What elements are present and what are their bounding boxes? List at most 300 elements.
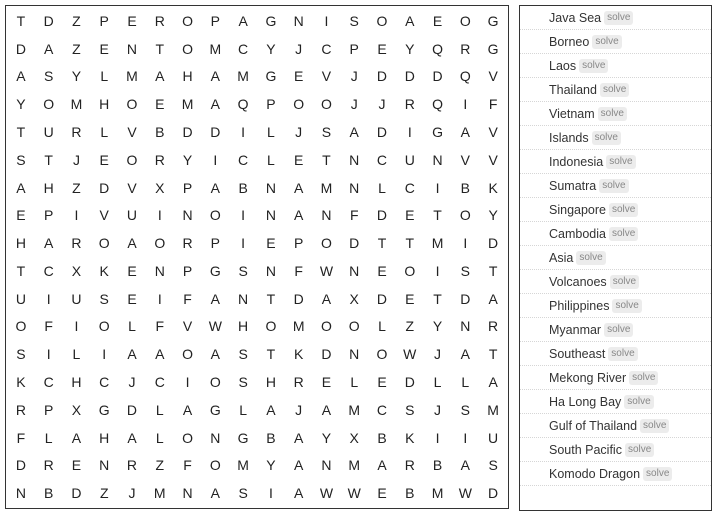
- grid-cell[interactable]: V: [99, 207, 109, 224]
- grid-cell[interactable]: M: [348, 401, 361, 418]
- grid-cell[interactable]: L: [350, 373, 359, 390]
- grid-cell[interactable]: D: [376, 68, 388, 85]
- grid-cell[interactable]: A: [127, 429, 137, 446]
- grid-cell[interactable]: N: [349, 151, 360, 168]
- grid-cell[interactable]: L: [72, 346, 81, 363]
- grid-cell[interactable]: K: [488, 179, 498, 196]
- grid-cell[interactable]: C: [376, 401, 388, 418]
- grid-cell[interactable]: A: [321, 401, 332, 418]
- solve-button[interactable]: solve: [576, 251, 605, 265]
- grid-cell[interactable]: H: [43, 179, 54, 196]
- grid-cell[interactable]: D: [15, 40, 26, 57]
- grid-cell[interactable]: I: [435, 429, 440, 446]
- grid-cell[interactable]: O: [348, 318, 360, 335]
- grid-cell[interactable]: Q: [237, 96, 249, 113]
- grid-cell[interactable]: A: [238, 12, 248, 29]
- grid-cell[interactable]: B: [266, 429, 276, 446]
- grid-cell[interactable]: O: [209, 373, 221, 390]
- solve-button[interactable]: solve: [629, 371, 658, 385]
- grid-cell[interactable]: M: [431, 485, 444, 502]
- grid-cell[interactable]: E: [377, 40, 387, 57]
- grid-cell[interactable]: U: [404, 151, 415, 168]
- grid-cell[interactable]: M: [209, 40, 222, 57]
- grid-cell[interactable]: Z: [155, 457, 165, 474]
- grid-cell[interactable]: S: [321, 123, 332, 140]
- grid-cell[interactable]: N: [99, 457, 110, 474]
- grid-cell[interactable]: P: [182, 179, 193, 196]
- grid-cell[interactable]: J: [350, 96, 358, 113]
- grid-cell[interactable]: H: [182, 68, 193, 85]
- grid-cell[interactable]: J: [434, 401, 442, 418]
- grid-cell[interactable]: V: [127, 179, 137, 196]
- grid-cell[interactable]: Y: [432, 318, 443, 335]
- grid-cell[interactable]: D: [15, 457, 26, 474]
- grid-cell[interactable]: R: [460, 40, 471, 57]
- solve-button[interactable]: solve: [610, 275, 639, 289]
- grid-cell[interactable]: G: [487, 40, 499, 57]
- grid-cell[interactable]: M: [237, 457, 249, 474]
- grid-cell[interactable]: K: [405, 429, 415, 446]
- grid-cell[interactable]: F: [155, 318, 165, 335]
- grid-cell[interactable]: T: [433, 207, 442, 224]
- grid-cell[interactable]: N: [265, 207, 276, 224]
- grid-cell[interactable]: O: [98, 235, 110, 252]
- grid-cell[interactable]: L: [378, 318, 386, 335]
- grid-cell[interactable]: E: [71, 457, 82, 474]
- grid-cell[interactable]: U: [71, 290, 82, 307]
- grid-cell[interactable]: J: [295, 401, 303, 418]
- grid-cell[interactable]: M: [70, 96, 83, 113]
- grid-cell[interactable]: A: [43, 40, 54, 57]
- grid-cell[interactable]: O: [209, 457, 221, 474]
- grid-cell[interactable]: O: [404, 262, 416, 279]
- grid-cell[interactable]: T: [405, 235, 415, 252]
- solve-button[interactable]: solve: [599, 179, 628, 193]
- grid-cell[interactable]: A: [293, 207, 304, 224]
- grid-cell[interactable]: S: [460, 401, 470, 418]
- grid-cell[interactable]: H: [15, 235, 26, 252]
- grid-cell[interactable]: N: [265, 262, 276, 279]
- grid-cell[interactable]: J: [295, 123, 303, 140]
- grid-cell[interactable]: A: [349, 123, 359, 140]
- grid-cell[interactable]: Z: [72, 40, 81, 57]
- grid-cell[interactable]: V: [488, 68, 498, 85]
- grid-cell[interactable]: N: [210, 429, 221, 446]
- grid-cell[interactable]: R: [126, 457, 138, 474]
- grid-cell[interactable]: J: [72, 151, 80, 168]
- grid-cell[interactable]: X: [71, 401, 82, 418]
- solve-button[interactable]: solve: [600, 83, 629, 97]
- grid-cell[interactable]: T: [488, 262, 498, 279]
- grid-cell[interactable]: Q: [459, 68, 471, 85]
- grid-cell[interactable]: J: [350, 68, 358, 85]
- grid-cell[interactable]: W: [208, 318, 222, 335]
- grid-cell[interactable]: E: [127, 262, 137, 279]
- grid-cell[interactable]: A: [155, 346, 165, 363]
- grid-cell[interactable]: T: [44, 151, 53, 168]
- grid-cell[interactable]: P: [182, 262, 193, 279]
- grid-cell[interactable]: S: [460, 262, 470, 279]
- grid-cell[interactable]: R: [182, 235, 193, 252]
- grid-cell[interactable]: D: [404, 68, 415, 85]
- grid-cell[interactable]: A: [210, 179, 220, 196]
- grid-cell[interactable]: O: [209, 207, 221, 224]
- grid-cell[interactable]: O: [126, 96, 138, 113]
- grid-cell[interactable]: I: [185, 373, 190, 390]
- grid-cell[interactable]: E: [377, 485, 387, 502]
- grid-cell[interactable]: M: [320, 179, 333, 196]
- grid-cell[interactable]: W: [347, 485, 361, 502]
- grid-cell[interactable]: E: [127, 12, 137, 29]
- grid-cell[interactable]: I: [435, 179, 440, 196]
- grid-cell[interactable]: G: [265, 12, 277, 29]
- grid-cell[interactable]: V: [182, 318, 193, 335]
- grid-cell[interactable]: T: [322, 151, 331, 168]
- grid-cell[interactable]: S: [238, 485, 248, 502]
- grid-cell[interactable]: O: [376, 346, 388, 363]
- grid-cell[interactable]: T: [433, 290, 442, 307]
- grid-cell[interactable]: G: [432, 123, 443, 140]
- grid-cell[interactable]: X: [349, 429, 359, 446]
- grid-cell[interactable]: G: [265, 68, 277, 85]
- grid-cell[interactable]: A: [460, 346, 470, 363]
- grid-cell[interactable]: F: [488, 96, 498, 113]
- grid-cell[interactable]: Z: [72, 179, 81, 196]
- grid-cell[interactable]: H: [238, 318, 249, 335]
- grid-cell[interactable]: P: [43, 401, 54, 418]
- grid-cell[interactable]: C: [376, 151, 388, 168]
- grid-cell[interactable]: O: [98, 318, 110, 335]
- grid-cell[interactable]: A: [488, 373, 498, 390]
- solve-button[interactable]: solve: [592, 35, 621, 49]
- grid-cell[interactable]: O: [376, 12, 388, 29]
- grid-cell[interactable]: B: [43, 485, 54, 502]
- grid-cell[interactable]: J: [378, 96, 386, 113]
- grid-cell[interactable]: I: [463, 429, 468, 446]
- grid-cell[interactable]: S: [99, 290, 109, 307]
- grid-cell[interactable]: D: [182, 123, 193, 140]
- grid-cell[interactable]: C: [99, 373, 110, 390]
- grid-cell[interactable]: O: [126, 151, 138, 168]
- grid-cell[interactable]: V: [460, 151, 470, 168]
- grid-cell[interactable]: I: [407, 123, 412, 140]
- grid-cell[interactable]: N: [293, 12, 304, 29]
- grid-cell[interactable]: U: [126, 207, 138, 224]
- grid-cell[interactable]: G: [209, 401, 221, 418]
- grid-cell[interactable]: P: [266, 96, 276, 113]
- grid-cell[interactable]: R: [15, 401, 26, 418]
- solve-button[interactable]: solve: [606, 155, 635, 169]
- grid-cell[interactable]: R: [404, 96, 415, 113]
- grid-cell[interactable]: D: [432, 68, 443, 85]
- solve-button[interactable]: solve: [609, 203, 638, 217]
- grid-cell[interactable]: L: [44, 429, 53, 446]
- grid-cell[interactable]: L: [239, 401, 247, 418]
- grid-cell[interactable]: A: [210, 346, 220, 363]
- grid-cell[interactable]: Z: [99, 485, 109, 502]
- grid-cell[interactable]: B: [460, 179, 470, 196]
- grid-cell[interactable]: D: [376, 207, 388, 224]
- grid-cell[interactable]: G: [487, 12, 499, 29]
- grid-cell[interactable]: A: [321, 290, 332, 307]
- grid-cell[interactable]: A: [460, 123, 470, 140]
- grid-cell[interactable]: S: [16, 346, 26, 363]
- grid-cell[interactable]: I: [463, 96, 468, 113]
- grid-cell[interactable]: U: [488, 429, 499, 446]
- grid-cell[interactable]: X: [349, 290, 359, 307]
- grid-cell[interactable]: R: [488, 318, 499, 335]
- solve-button[interactable]: solve: [609, 227, 638, 241]
- grid-cell[interactable]: L: [155, 401, 164, 418]
- grid-cell[interactable]: A: [405, 12, 415, 29]
- grid-cell[interactable]: Y: [71, 68, 82, 85]
- grid-cell[interactable]: I: [241, 235, 246, 252]
- grid-cell[interactable]: D: [126, 401, 138, 418]
- grid-cell[interactable]: E: [377, 262, 387, 279]
- grid-cell[interactable]: O: [182, 12, 193, 29]
- grid-cell[interactable]: I: [157, 207, 162, 224]
- grid-cell[interactable]: K: [16, 373, 26, 390]
- grid-cell[interactable]: Y: [266, 40, 276, 57]
- grid-cell[interactable]: A: [182, 401, 193, 418]
- grid-cell[interactable]: D: [404, 373, 415, 390]
- grid-cell[interactable]: S: [488, 457, 498, 474]
- letter-grid[interactable]: [7, 7, 507, 507]
- grid-cell[interactable]: N: [126, 40, 138, 57]
- grid-cell[interactable]: S: [43, 68, 54, 85]
- grid-cell[interactable]: K: [99, 262, 109, 279]
- grid-cell[interactable]: I: [241, 207, 246, 224]
- grid-cell[interactable]: Y: [405, 40, 415, 57]
- grid-cell[interactable]: D: [293, 290, 304, 307]
- solve-button[interactable]: solve: [608, 347, 637, 361]
- grid-cell[interactable]: B: [432, 457, 443, 474]
- grid-cell[interactable]: Y: [182, 151, 193, 168]
- grid-cell[interactable]: N: [349, 262, 360, 279]
- grid-cell[interactable]: A: [460, 457, 470, 474]
- grid-cell[interactable]: W: [319, 262, 334, 279]
- grid-cell[interactable]: C: [43, 373, 54, 390]
- grid-cell[interactable]: P: [210, 12, 220, 29]
- grid-cell[interactable]: T: [16, 262, 26, 279]
- grid-cell[interactable]: T: [155, 40, 165, 57]
- grid-cell[interactable]: A: [210, 68, 220, 85]
- grid-cell[interactable]: N: [432, 151, 443, 168]
- grid-cell[interactable]: G: [98, 401, 110, 418]
- grid-cell[interactable]: T: [377, 235, 387, 252]
- grid-cell[interactable]: J: [295, 40, 303, 57]
- grid-cell[interactable]: N: [349, 346, 360, 363]
- grid-cell[interactable]: S: [16, 151, 26, 168]
- grid-cell[interactable]: L: [100, 68, 109, 85]
- grid-cell[interactable]: V: [488, 151, 498, 168]
- solve-button[interactable]: solve: [604, 11, 633, 25]
- grid-cell[interactable]: D: [321, 346, 332, 363]
- grid-cell[interactable]: E: [377, 373, 387, 390]
- grid-cell[interactable]: C: [321, 40, 332, 57]
- grid-cell[interactable]: E: [321, 373, 332, 390]
- grid-cell[interactable]: G: [237, 429, 249, 446]
- grid-cell[interactable]: R: [71, 235, 82, 252]
- solve-button[interactable]: solve: [625, 443, 654, 457]
- grid-cell[interactable]: H: [99, 429, 110, 446]
- grid-cell[interactable]: P: [99, 12, 109, 29]
- grid-cell[interactable]: D: [210, 123, 221, 140]
- grid-cell[interactable]: W: [403, 346, 417, 363]
- grid-cell[interactable]: I: [157, 290, 162, 307]
- solve-button[interactable]: solve: [604, 323, 633, 337]
- grid-cell[interactable]: I: [241, 123, 246, 140]
- grid-cell[interactable]: N: [15, 485, 26, 502]
- grid-cell[interactable]: Y: [266, 457, 276, 474]
- solve-button[interactable]: solve: [598, 107, 627, 121]
- grid-cell[interactable]: Z: [72, 12, 81, 29]
- grid-cell[interactable]: M: [431, 235, 444, 252]
- grid-cell[interactable]: T: [16, 123, 26, 140]
- grid-cell[interactable]: A: [210, 96, 220, 113]
- grid-cell[interactable]: O: [320, 235, 332, 252]
- grid-cell[interactable]: Q: [432, 40, 443, 57]
- grid-cell[interactable]: I: [213, 151, 218, 168]
- grid-cell[interactable]: E: [293, 68, 304, 85]
- grid-cell[interactable]: A: [43, 235, 54, 252]
- grid-cell[interactable]: L: [266, 151, 275, 168]
- grid-cell[interactable]: F: [349, 207, 359, 224]
- grid-cell[interactable]: M: [181, 96, 194, 113]
- grid-cell[interactable]: R: [71, 123, 82, 140]
- grid-cell[interactable]: I: [435, 262, 440, 279]
- grid-cell[interactable]: Q: [432, 96, 443, 113]
- solve-button[interactable]: solve: [624, 395, 653, 409]
- grid-cell[interactable]: L: [378, 179, 386, 196]
- grid-cell[interactable]: E: [405, 207, 415, 224]
- grid-cell[interactable]: E: [293, 151, 304, 168]
- grid-cell[interactable]: D: [376, 290, 388, 307]
- grid-cell[interactable]: O: [154, 235, 166, 252]
- grid-cell[interactable]: M: [153, 485, 166, 502]
- grid-cell[interactable]: A: [16, 68, 26, 85]
- grid-cell[interactable]: O: [459, 12, 471, 29]
- grid-cell[interactable]: C: [404, 179, 415, 196]
- grid-cell[interactable]: A: [210, 485, 220, 502]
- grid-cell[interactable]: I: [463, 235, 468, 252]
- grid-cell[interactable]: I: [74, 207, 79, 224]
- grid-cell[interactable]: G: [209, 262, 221, 279]
- grid-cell[interactable]: N: [321, 207, 332, 224]
- grid-cell[interactable]: F: [44, 318, 53, 335]
- grid-cell[interactable]: X: [71, 262, 82, 279]
- grid-cell[interactable]: O: [182, 40, 193, 57]
- grid-cell[interactable]: T: [266, 346, 276, 363]
- grid-cell[interactable]: W: [319, 485, 334, 502]
- solve-button[interactable]: solve: [579, 59, 608, 73]
- grid-cell[interactable]: A: [210, 290, 220, 307]
- grid-cell[interactable]: S: [405, 401, 415, 418]
- grid-cell[interactable]: F: [183, 290, 192, 307]
- grid-cell[interactable]: A: [127, 235, 137, 252]
- grid-cell[interactable]: A: [488, 290, 498, 307]
- grid-cell[interactable]: M: [487, 401, 499, 418]
- grid-cell[interactable]: O: [320, 96, 332, 113]
- grid-cell[interactable]: I: [46, 290, 51, 307]
- grid-cell[interactable]: E: [432, 12, 443, 29]
- grid-cell[interactable]: N: [265, 179, 276, 196]
- grid-cell[interactable]: E: [16, 207, 26, 224]
- grid-cell[interactable]: K: [293, 346, 304, 363]
- grid-cell[interactable]: H: [265, 373, 276, 390]
- grid-cell[interactable]: R: [404, 457, 415, 474]
- grid-cell[interactable]: L: [461, 373, 470, 390]
- grid-cell[interactable]: B: [238, 179, 248, 196]
- grid-cell[interactable]: A: [293, 429, 304, 446]
- grid-cell[interactable]: N: [182, 485, 193, 502]
- grid-cell[interactable]: A: [266, 401, 276, 418]
- grid-cell[interactable]: D: [43, 12, 54, 29]
- solve-button[interactable]: solve: [592, 131, 621, 145]
- grid-cell[interactable]: E: [266, 235, 276, 252]
- grid-cell[interactable]: T: [266, 290, 276, 307]
- grid-cell[interactable]: S: [238, 262, 248, 279]
- grid-cell[interactable]: V: [488, 123, 498, 140]
- grid-cell[interactable]: P: [210, 235, 220, 252]
- grid-cell[interactable]: W: [458, 485, 472, 502]
- grid-cell[interactable]: D: [460, 290, 471, 307]
- grid-cell[interactable]: S: [349, 12, 359, 29]
- grid-cell[interactable]: L: [433, 373, 442, 390]
- grid-cell[interactable]: N: [238, 290, 249, 307]
- grid-cell[interactable]: R: [154, 12, 165, 29]
- grid-cell[interactable]: F: [183, 457, 192, 474]
- grid-cell[interactable]: J: [128, 373, 136, 390]
- grid-cell[interactable]: Y: [488, 207, 498, 224]
- grid-cell[interactable]: N: [460, 318, 471, 335]
- grid-cell[interactable]: C: [43, 262, 54, 279]
- grid-cell[interactable]: B: [155, 123, 165, 140]
- grid-cell[interactable]: C: [238, 40, 249, 57]
- grid-cell[interactable]: E: [99, 40, 109, 57]
- grid-cell[interactable]: N: [349, 179, 360, 196]
- grid-cell[interactable]: X: [155, 179, 165, 196]
- grid-cell[interactable]: H: [99, 96, 110, 113]
- grid-cell[interactable]: A: [377, 457, 387, 474]
- grid-cell[interactable]: L: [128, 318, 136, 335]
- grid-cell[interactable]: O: [43, 96, 55, 113]
- grid-cell[interactable]: O: [459, 207, 471, 224]
- grid-cell[interactable]: I: [102, 346, 107, 363]
- grid-cell[interactable]: D: [71, 485, 82, 502]
- solve-button[interactable]: solve: [643, 467, 672, 481]
- grid-cell[interactable]: Y: [16, 96, 26, 113]
- grid-cell[interactable]: P: [349, 40, 359, 57]
- grid-cell[interactable]: O: [182, 346, 193, 363]
- grid-cell[interactable]: L: [266, 123, 275, 140]
- grid-cell[interactable]: Y: [321, 429, 332, 446]
- grid-cell[interactable]: J: [434, 346, 442, 363]
- grid-cell[interactable]: F: [16, 429, 26, 446]
- grid-cell[interactable]: L: [155, 429, 164, 446]
- grid-cell[interactable]: D: [488, 485, 499, 502]
- grid-cell[interactable]: M: [292, 318, 305, 335]
- grid-cell[interactable]: A: [71, 429, 82, 446]
- grid-cell[interactable]: O: [265, 318, 277, 335]
- grid-cell[interactable]: M: [126, 68, 138, 85]
- grid-cell[interactable]: D: [99, 179, 110, 196]
- grid-cell[interactable]: I: [46, 346, 51, 363]
- grid-cell[interactable]: E: [155, 96, 165, 113]
- grid-cell[interactable]: S: [238, 346, 248, 363]
- grid-cell[interactable]: A: [127, 346, 137, 363]
- grid-cell[interactable]: U: [43, 123, 54, 140]
